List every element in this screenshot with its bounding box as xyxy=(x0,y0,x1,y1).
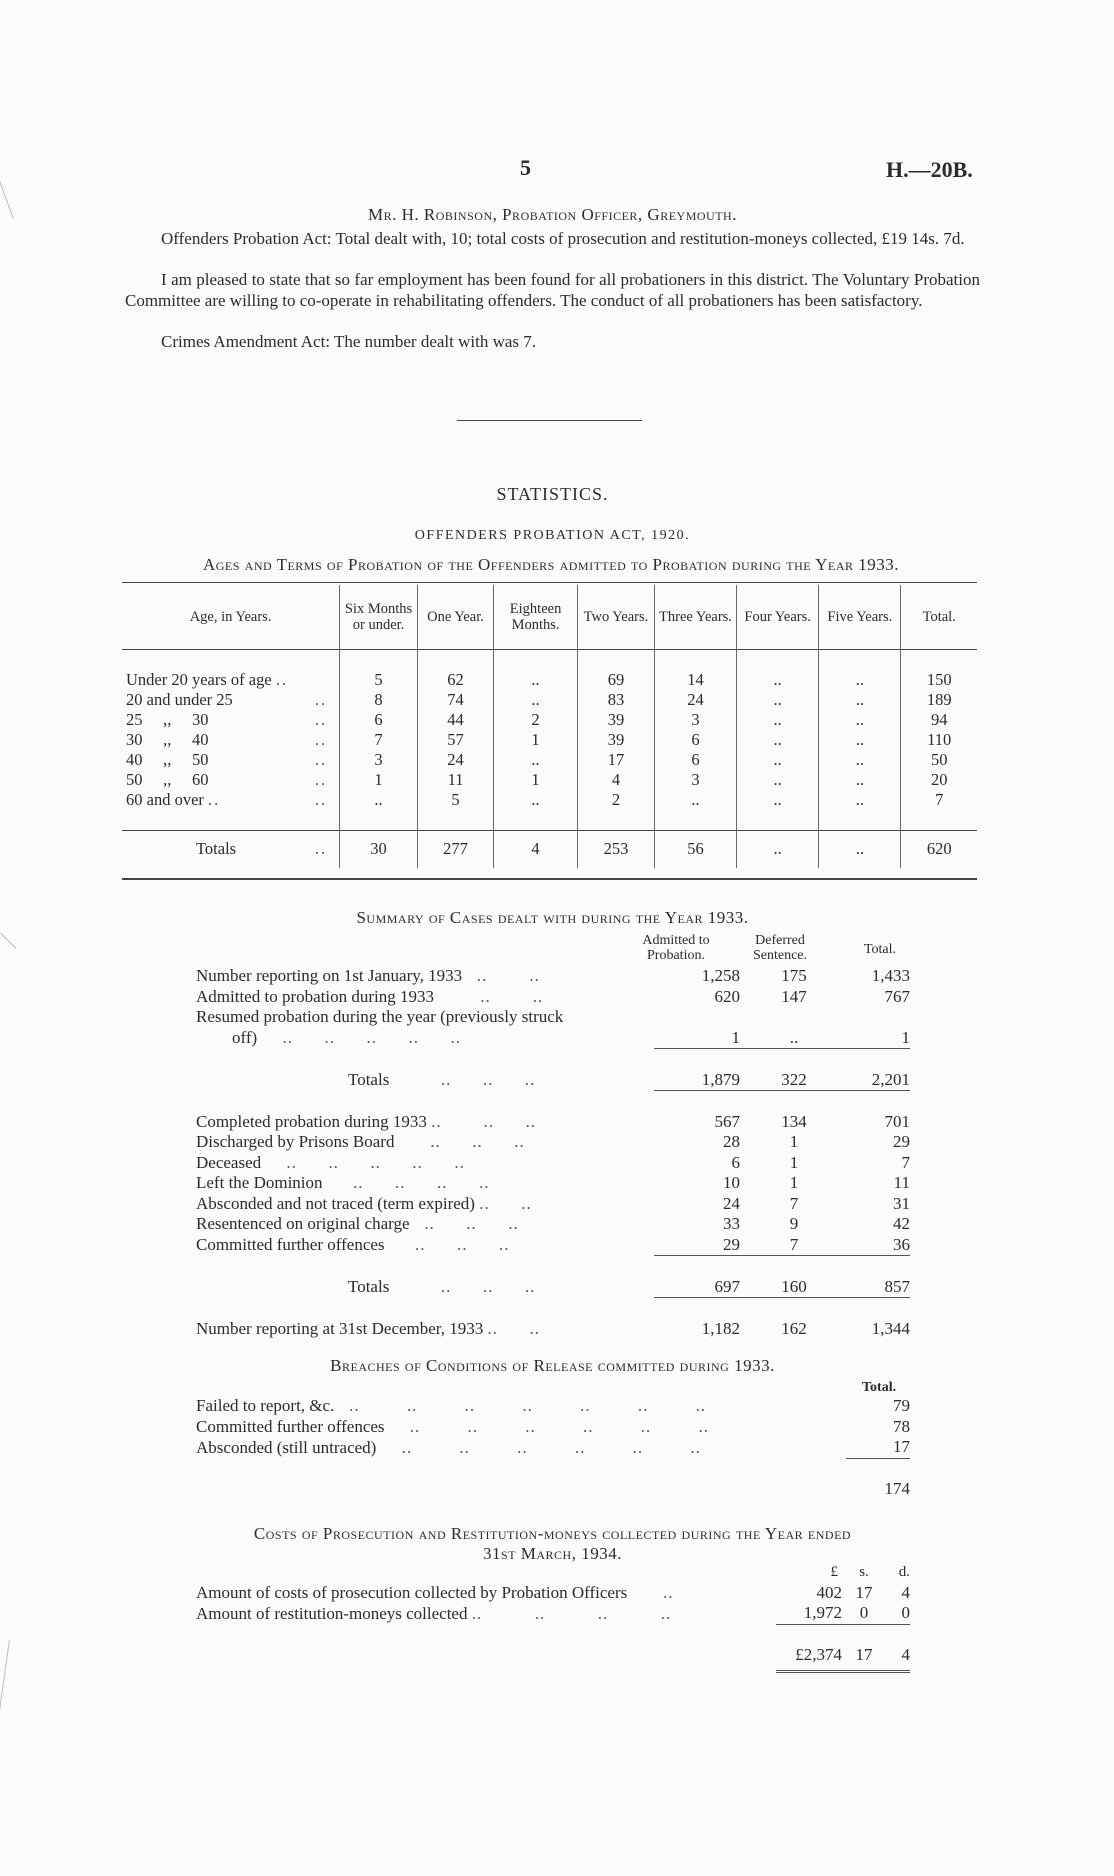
row-label: Completed probation during 1933 xyxy=(196,1111,427,1131)
cell: 3 xyxy=(340,750,418,770)
cell: 17 xyxy=(893,1437,910,1457)
cell: .. xyxy=(819,710,901,730)
col-breaches-total: Total. xyxy=(862,1380,897,1395)
cell: 6 xyxy=(654,730,736,750)
cell: 42 xyxy=(893,1214,910,1234)
totals-label: Totals xyxy=(196,839,237,859)
cell: 36 xyxy=(893,1234,910,1254)
breaches-total: 174 xyxy=(884,1478,910,1498)
cell: .. xyxy=(494,750,578,770)
table-row: Amount of restitution-moneys collected .. .. .. .. 1,972 0 0 xyxy=(196,1603,910,1623)
table-row: Absconded and not traced (term expired) .. .. 24 7 31 xyxy=(196,1193,910,1213)
officer-heading: Mr. H. Robinson, Probation Officer, Greymouth. xyxy=(368,205,737,224)
table-row: 25 ,, 30 .. 6 44 2 39 3 .. .. 94 xyxy=(122,710,977,730)
cell: 69 xyxy=(578,670,655,690)
costs-total-shillings: 17 xyxy=(848,1645,880,1671)
row-label: Left the Dominion xyxy=(196,1173,323,1193)
row-age-label: 25 ,, 30 xyxy=(126,709,209,729)
cell: 79 xyxy=(893,1396,910,1416)
cell: 24 xyxy=(654,690,736,710)
cell: 1,433 xyxy=(871,966,910,986)
table-row: Under 20 years of age .. 5 62 .. 69 14 .. .. 150 xyxy=(122,670,977,690)
totals-row xyxy=(196,1479,910,1500)
row-age-label: Under 20 years of age xyxy=(126,669,272,689)
table-row: Admitted to probation during 1933 .. .. 620 147 767 xyxy=(196,986,910,1006)
table-row: 30 ,, 40 .. 7 57 1 39 6 .. .. 110 xyxy=(122,730,977,750)
cell: .. xyxy=(737,770,819,790)
document-reference: H.—20B. xyxy=(886,157,973,182)
row-label: Committed further offences xyxy=(196,1235,385,1254)
table-row: off) .. .. .. .. .. 1 .. 1 xyxy=(232,1027,910,1047)
cell: 1 xyxy=(789,1152,799,1172)
cell: 567 xyxy=(714,1111,740,1131)
cell: 1,972 xyxy=(803,1603,842,1623)
row-label: Discharged by Prisons Board xyxy=(196,1132,395,1152)
cell: .. xyxy=(819,830,901,868)
cell: 2 xyxy=(494,710,578,730)
totals-row: Totals .. 30 277 4 253 56 .. .. 620 xyxy=(122,830,977,868)
table-row: Deceased .. .. .. .. .. 6 1 7 xyxy=(196,1152,910,1172)
cell: 2 xyxy=(578,790,655,810)
table-row: 40 ,, 50 .. 3 24 .. 17 6 .. .. 50 xyxy=(122,750,977,770)
row-age-label: 60 and over xyxy=(126,789,204,809)
cell: .. xyxy=(494,670,578,690)
cell: 39 xyxy=(578,710,655,730)
ages-table-title: Ages and Terms of Probation of the Offenders admitted to Probation during the Year 1933. xyxy=(202,555,900,574)
col-two-years: Two Years. xyxy=(578,585,655,649)
cell: 7 xyxy=(901,1152,910,1172)
cell: 150 xyxy=(901,670,977,690)
table-row: Completed probation during 1933 .. .. .. 567 134 701 xyxy=(196,1111,910,1131)
cell: .. xyxy=(654,790,736,810)
cell: 6 xyxy=(731,1152,740,1172)
row-label: Amount of restitution-moneys collected xyxy=(196,1603,468,1623)
cell: .. xyxy=(819,770,901,790)
cell: 160 xyxy=(781,1276,807,1296)
report-paragraph-2: I am pleased to state that so far employment has been found for all probationers in this district. The Voluntary Probation Committee are willing to co-operate in rehabilitating offenders. The conduct of all probationers has been satisfactory. xyxy=(125,270,980,310)
costs-total-pence: 4 xyxy=(880,1645,910,1671)
breaches-title: Breaches of Conditions of Release committed during 1933. xyxy=(330,1356,775,1375)
cell: 1 xyxy=(494,730,578,750)
breaches-table xyxy=(196,1396,910,1499)
cell: 1,258 xyxy=(701,966,740,986)
cell: 147 xyxy=(781,986,807,1006)
cell: 697 xyxy=(714,1276,740,1296)
cell: .. xyxy=(819,730,901,750)
cell: 9 xyxy=(789,1214,799,1234)
cell: 857 xyxy=(884,1276,910,1296)
table-row: Resentenced on original charge .. .. .. 33 9 42 xyxy=(196,1214,910,1234)
cell: 7 xyxy=(901,790,977,810)
cell: .. xyxy=(819,670,901,690)
row-label: off) xyxy=(232,1028,258,1047)
cell: 3 xyxy=(654,770,736,790)
cell: 5 xyxy=(417,790,493,810)
cell: 29 xyxy=(893,1132,910,1152)
cell: 3 xyxy=(654,710,736,730)
col-age: Age, in Years. xyxy=(189,608,272,625)
col-one-year: One Year. xyxy=(417,585,493,649)
cell: 1 xyxy=(494,770,578,790)
summary-table xyxy=(196,966,910,1339)
col-four-years: Four Years. xyxy=(737,585,819,649)
row-label: Resumed probation during the year (previously struck xyxy=(196,1007,564,1027)
cell: 0 xyxy=(901,1603,910,1623)
table-row: Discharged by Prisons Board .. .. .. 28 1 29 xyxy=(196,1132,910,1152)
cell: 14 xyxy=(654,670,736,690)
row-label: Number reporting at 31st December, 1933 xyxy=(196,1318,484,1338)
cell: 7 xyxy=(340,730,418,750)
totals-row: Totals .. .. .. 1,879 322 2,201 xyxy=(348,1069,910,1089)
cell: 44 xyxy=(417,710,493,730)
table-row: Committed further offences .. .. .. .. .. .. 78 xyxy=(196,1416,910,1436)
totals-row: Totals .. .. .. 697 160 857 xyxy=(348,1276,910,1296)
col-six-months: Six Months or under. xyxy=(340,585,418,649)
cell: .. xyxy=(494,790,578,810)
cell: .. xyxy=(737,730,819,750)
totals-label: Totals xyxy=(348,1277,390,1296)
cell: 110 xyxy=(901,730,977,750)
row-age-label: 30 ,, 40 xyxy=(126,729,209,749)
cell: .. xyxy=(737,670,819,690)
cell: 1 xyxy=(901,1027,910,1047)
table-row: 20 and under 25 .. 8 74 .. 83 24 .. .. 189 xyxy=(122,690,977,710)
table-row: Number reporting on 1st January, 1933 .. .. 1,258 175 1,433 xyxy=(196,966,910,986)
cell: 50 xyxy=(901,750,977,770)
cell: 1 xyxy=(789,1173,799,1193)
cell: .. xyxy=(737,710,819,730)
cell: .. xyxy=(737,750,819,770)
table-row: Absconded (still untraced) .. .. .. .. .. .. 17 xyxy=(196,1437,910,1457)
unit-shillings: s. xyxy=(859,1563,869,1580)
cell: 0 xyxy=(859,1603,869,1623)
col-deferred: Deferred Sentence. xyxy=(752,933,808,963)
costs-total-pounds: £2,374 xyxy=(776,1645,848,1671)
cell: .. xyxy=(737,830,819,868)
cell: 5 xyxy=(340,670,418,690)
cell: 1 xyxy=(731,1027,740,1047)
cell: 6 xyxy=(340,710,418,730)
statistics-title: STATISTICS. xyxy=(496,484,609,504)
summary-title: Summary of Cases dealt with during the Year 1933. xyxy=(356,908,749,927)
cell: .. xyxy=(737,790,819,810)
cell: 7 xyxy=(789,1193,799,1213)
cell: .. xyxy=(819,690,901,710)
costs-title-date: 31st March, 1934. xyxy=(483,1544,622,1563)
scan-margin-mark xyxy=(0,1640,10,1709)
table-top-rule xyxy=(122,582,977,583)
scan-margin-mark xyxy=(0,933,16,949)
cell: 83 xyxy=(578,690,655,710)
cell: 8 xyxy=(340,690,418,710)
cell: 134 xyxy=(781,1111,807,1131)
cell: 29 xyxy=(723,1234,740,1254)
row-label: Resentenced on original charge xyxy=(196,1214,410,1234)
scan-margin-mark xyxy=(0,181,14,219)
cell: .. xyxy=(819,750,901,770)
cell: .. xyxy=(789,1027,799,1047)
cell: 162 xyxy=(781,1318,807,1338)
cell: 4 xyxy=(494,830,578,868)
row-label: Absconded (still untraced) xyxy=(196,1437,377,1457)
costs-table xyxy=(196,1562,910,1673)
cell: .. xyxy=(494,690,578,710)
table-row: Amount of costs of prosecution collected by Probation Officers .. 402 17 4 xyxy=(196,1582,910,1602)
cell: 33 xyxy=(723,1214,740,1234)
table-row xyxy=(196,1007,910,1028)
cell: 277 xyxy=(417,830,493,868)
cell: 7 xyxy=(789,1234,799,1254)
table-bottom-rule xyxy=(122,878,977,880)
section-divider xyxy=(457,420,642,421)
cell: 620 xyxy=(714,986,740,1006)
cell: 1,879 xyxy=(701,1069,740,1089)
row-label: Committed further offences xyxy=(196,1416,385,1436)
cell: 78 xyxy=(893,1416,910,1436)
totals-label: Totals xyxy=(348,1070,390,1089)
cell: 11 xyxy=(417,770,493,790)
cell: 322 xyxy=(781,1069,807,1089)
totals-row xyxy=(196,1645,910,1671)
cell: 17 xyxy=(855,1582,873,1602)
table-row: Committed further offences .. .. .. 29 7 36 xyxy=(196,1234,910,1254)
row-age-label: 40 ,, 50 xyxy=(126,749,209,769)
col-summary-total: Total. xyxy=(863,942,897,957)
table-row: 50 ,, 60 .. 1 11 1 4 3 .. .. 20 xyxy=(122,770,977,790)
cell: 10 xyxy=(723,1173,740,1193)
table-row: Failed to report, &c. .. .. .. .. .. .. .. 79 xyxy=(196,1396,910,1416)
cell: 1,344 xyxy=(871,1318,910,1338)
cell: 701 xyxy=(884,1111,910,1131)
report-paragraph-3: Crimes Amendment Act: The number dealt with was 7. xyxy=(161,332,537,351)
cell: 2,201 xyxy=(871,1069,910,1089)
act-title: OFFENDERS PROBATION ACT, 1920. xyxy=(414,528,691,543)
cell: 24 xyxy=(723,1193,740,1213)
cell: 28 xyxy=(723,1132,740,1152)
cell: 11 xyxy=(893,1173,910,1193)
costs-title: Costs of Prosecution and Restitution-moneys collected during the Year ended xyxy=(253,1524,852,1543)
cell: 17 xyxy=(578,750,655,770)
cell: 20 xyxy=(901,770,977,790)
cell: 74 xyxy=(417,690,493,710)
cell: 402 xyxy=(816,1582,842,1602)
cell: 39 xyxy=(578,730,655,750)
cell: 189 xyxy=(901,690,977,710)
cell: 1,182 xyxy=(701,1318,740,1338)
row-label: Failed to report, &c. xyxy=(196,1396,335,1416)
cell: 56 xyxy=(654,830,736,868)
cell: 24 xyxy=(417,750,493,770)
row-age-label: 50 ,, 60 xyxy=(126,769,209,789)
cell: 62 xyxy=(417,670,493,690)
ages-terms-table xyxy=(122,585,977,868)
col-admitted: Admitted to Probation. xyxy=(642,933,710,963)
table-row: 60 and over .. .. .. 5 .. 2 .. .. .. 7 xyxy=(122,790,977,810)
cell: .. xyxy=(737,690,819,710)
cell: 31 xyxy=(893,1193,910,1213)
cell: 175 xyxy=(781,966,807,986)
unit-pence: d. xyxy=(898,1563,910,1580)
row-label: Absconded and not traced (term expired) xyxy=(196,1193,475,1213)
cell: 767 xyxy=(884,986,910,1006)
col-five-years: Five Years. xyxy=(819,585,901,649)
row-label: Amount of costs of prosecution collected by Probation Officers xyxy=(196,1582,628,1602)
cell: 94 xyxy=(901,710,977,730)
unit-pounds: £ xyxy=(830,1563,838,1580)
col-eighteen-months: Eighteen Months. xyxy=(494,585,578,649)
units-row xyxy=(196,1562,910,1583)
table-row: Left the Dominion .. .. .. .. 10 1 11 xyxy=(196,1173,910,1193)
cell: 57 xyxy=(417,730,493,750)
cell: 30 xyxy=(340,830,418,868)
cell: 4 xyxy=(578,770,655,790)
final-row: Number reporting at 31st December, 1933 .. .. 1,182 162 1,344 xyxy=(196,1318,910,1338)
cell: .. xyxy=(340,790,418,810)
report-paragraph-1: Offenders Probation Act: Total dealt with, 10; total costs of prosecution and restitution-moneys collected, £19 14s. 7d. xyxy=(161,229,965,248)
row-age-label: 20 and under 25 xyxy=(126,689,233,709)
cell: .. xyxy=(819,790,901,810)
page-number: 5 xyxy=(520,155,531,180)
row-label: Deceased xyxy=(196,1152,262,1172)
cell: 253 xyxy=(578,830,655,868)
cell: 620 xyxy=(901,830,977,868)
cell: 6 xyxy=(654,750,736,770)
row-label: Admitted to probation during 1933 xyxy=(196,986,434,1006)
cell: 1 xyxy=(340,770,418,790)
row-label: Number reporting on 1st January, 1933 xyxy=(196,966,463,986)
col-total: Total. xyxy=(901,585,977,649)
cell: 4 xyxy=(901,1582,910,1602)
col-three-years: Three Years. xyxy=(654,585,736,649)
cell: 1 xyxy=(789,1132,799,1152)
